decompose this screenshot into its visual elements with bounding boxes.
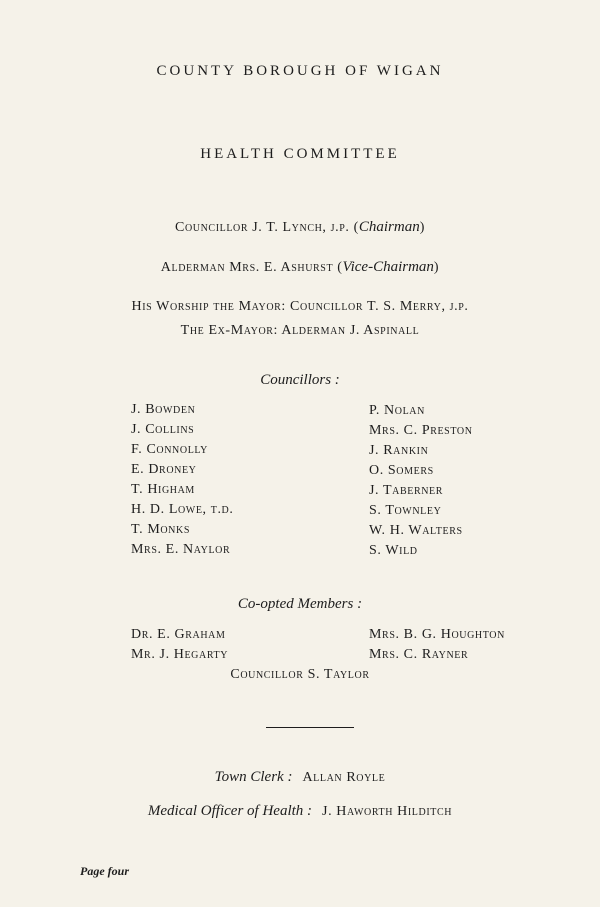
councillor-name: T. Higham [131,482,195,497]
coopted-member-name: Dr. E. Graham [131,627,226,642]
councillor-name: J. Taberner [369,483,444,498]
committee-title: HEALTH COMMITTEE [200,146,400,162]
councillor-name: F. Connolly [131,442,208,457]
vice-chairman-name: Alderman Mrs. E. Ashurst [160,260,334,275]
coopted-heading: Co-opted Members : [237,596,363,612]
town-clerk-line [0,768,600,786]
councillor-name: H. D. Lowe, t.d. [131,502,234,517]
councillor-name: W. H. Walters [369,523,463,538]
page-number: Page four [80,864,129,878]
councillors-heading: Councillors : [260,372,340,388]
town-clerk-name: Allan Royle [302,770,386,785]
councillor-name: E. Droney [131,462,197,477]
coopted-member-name: Mr. J. Hegarty [131,647,229,662]
coopted-member-name: Mrs. B. G. Houghton [369,627,505,642]
chairman-line: Councillor J. T. Lynch, j.p. (Chairman) [175,219,425,235]
borough-title: COUNTY BOROUGH OF WIGAN [156,63,444,79]
coopted-member-name: Mrs. C. Rayner [369,647,469,662]
councillors-left-column [131,400,233,560]
moh-line [0,802,600,820]
councillor-name: T. Monks [131,522,190,537]
councillor-name: J. Bowden [131,402,196,417]
vice-chairman-line: Alderman Mrs. E. Ashurst (Vice-Chairman) [160,259,440,275]
chairman-name: Councillor J. T. Lynch, j.p. [175,220,350,235]
councillor-name: J. Rankin [369,443,429,458]
coopted-last-member: Councillor S. Taylor [230,667,370,682]
councillor-name: P. Nolan [369,403,425,418]
councillor-name: Mrs. E. Naylor [131,542,231,557]
councillor-name: J. Collins [131,422,195,437]
vice-chairman-role: Vice-Chairman [342,259,434,275]
town-clerk-label: Town Clerk : [214,769,293,785]
ex-mayor-line: The Ex-Mayor: Alderman J. Aspinall [180,323,420,338]
councillor-name: Mrs. C. Preston [369,423,473,438]
coopted-right-column [369,625,505,665]
councillor-name: O. Somers [369,463,434,478]
section-divider [266,727,354,728]
coopted-left-column [131,625,228,665]
councillor-name: S. Townley [369,503,442,518]
councillors-right-column [369,401,473,561]
moh-name: J. Haworth Hilditch [322,804,453,819]
chairman-role: Chairman [358,219,420,235]
moh-label: Medical Officer of Health : [147,803,313,819]
councillor-name: S. Wild [369,543,418,558]
mayor-line: His Worship the Mayor: Councillor T. S. Merry, j.p. [131,299,469,314]
